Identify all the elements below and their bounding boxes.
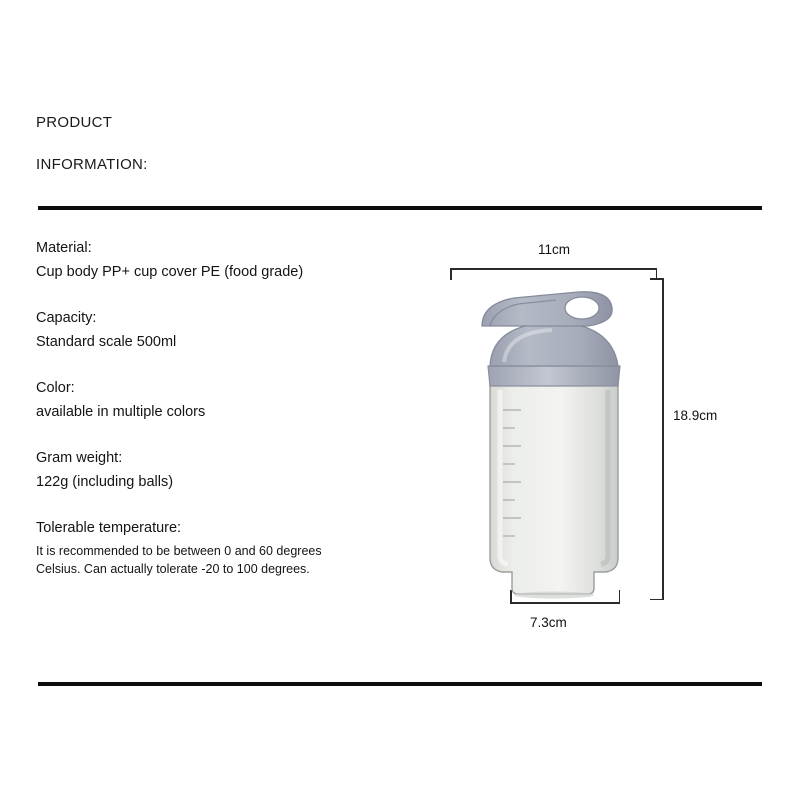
spec-item-gram-weight bbox=[36, 446, 416, 494]
spec-note-line2: Celsius. Can actually tolerate -20 to 100 degrees. bbox=[36, 562, 310, 576]
spec-value: Standard scale 500ml bbox=[36, 334, 177, 350]
shaker-bottle-image bbox=[460, 270, 660, 600]
spec-value: available in multiple colors bbox=[36, 404, 206, 420]
spec-label: Tolerable temperature: bbox=[36, 520, 182, 536]
specification-list bbox=[36, 236, 416, 600]
dimension-tick-top-left bbox=[450, 268, 452, 280]
bottle-lid bbox=[490, 322, 618, 366]
spec-label: Gram weight: bbox=[36, 450, 123, 466]
spec-value: Cup body PP+ cup cover PE (food grade) bbox=[36, 264, 304, 280]
bottle-body bbox=[490, 383, 618, 594]
divider-top bbox=[38, 206, 762, 210]
lid-handle-loop bbox=[565, 297, 599, 319]
dimension-line-bottom bbox=[510, 602, 620, 604]
spec-note-line1: It is recommended to be between 0 and 60 degrees bbox=[36, 544, 322, 558]
dimension-width-top-label: 11cm bbox=[538, 242, 571, 257]
bottle-collar bbox=[488, 366, 620, 386]
spec-value: 122g (including balls) bbox=[36, 474, 174, 490]
divider-bottom bbox=[38, 682, 762, 686]
dimension-height-label: 18.9cm bbox=[673, 408, 718, 423]
page-title-line1: PRODUCT bbox=[36, 114, 113, 131]
dimension-line-right bbox=[662, 278, 664, 600]
dimension-width-bottom-label: 7.3cm bbox=[530, 615, 567, 630]
spec-item-capacity bbox=[36, 306, 416, 354]
product-image-area bbox=[430, 230, 770, 650]
page-title-line2: INFORMATION: bbox=[36, 156, 148, 173]
spec-item-material bbox=[36, 236, 416, 284]
spec-item-color bbox=[36, 376, 416, 424]
spec-item-tolerable-temperature bbox=[36, 516, 416, 578]
spec-label: Material: bbox=[36, 240, 92, 256]
spec-label: Color: bbox=[36, 380, 75, 396]
spec-label: Capacity: bbox=[36, 310, 97, 326]
